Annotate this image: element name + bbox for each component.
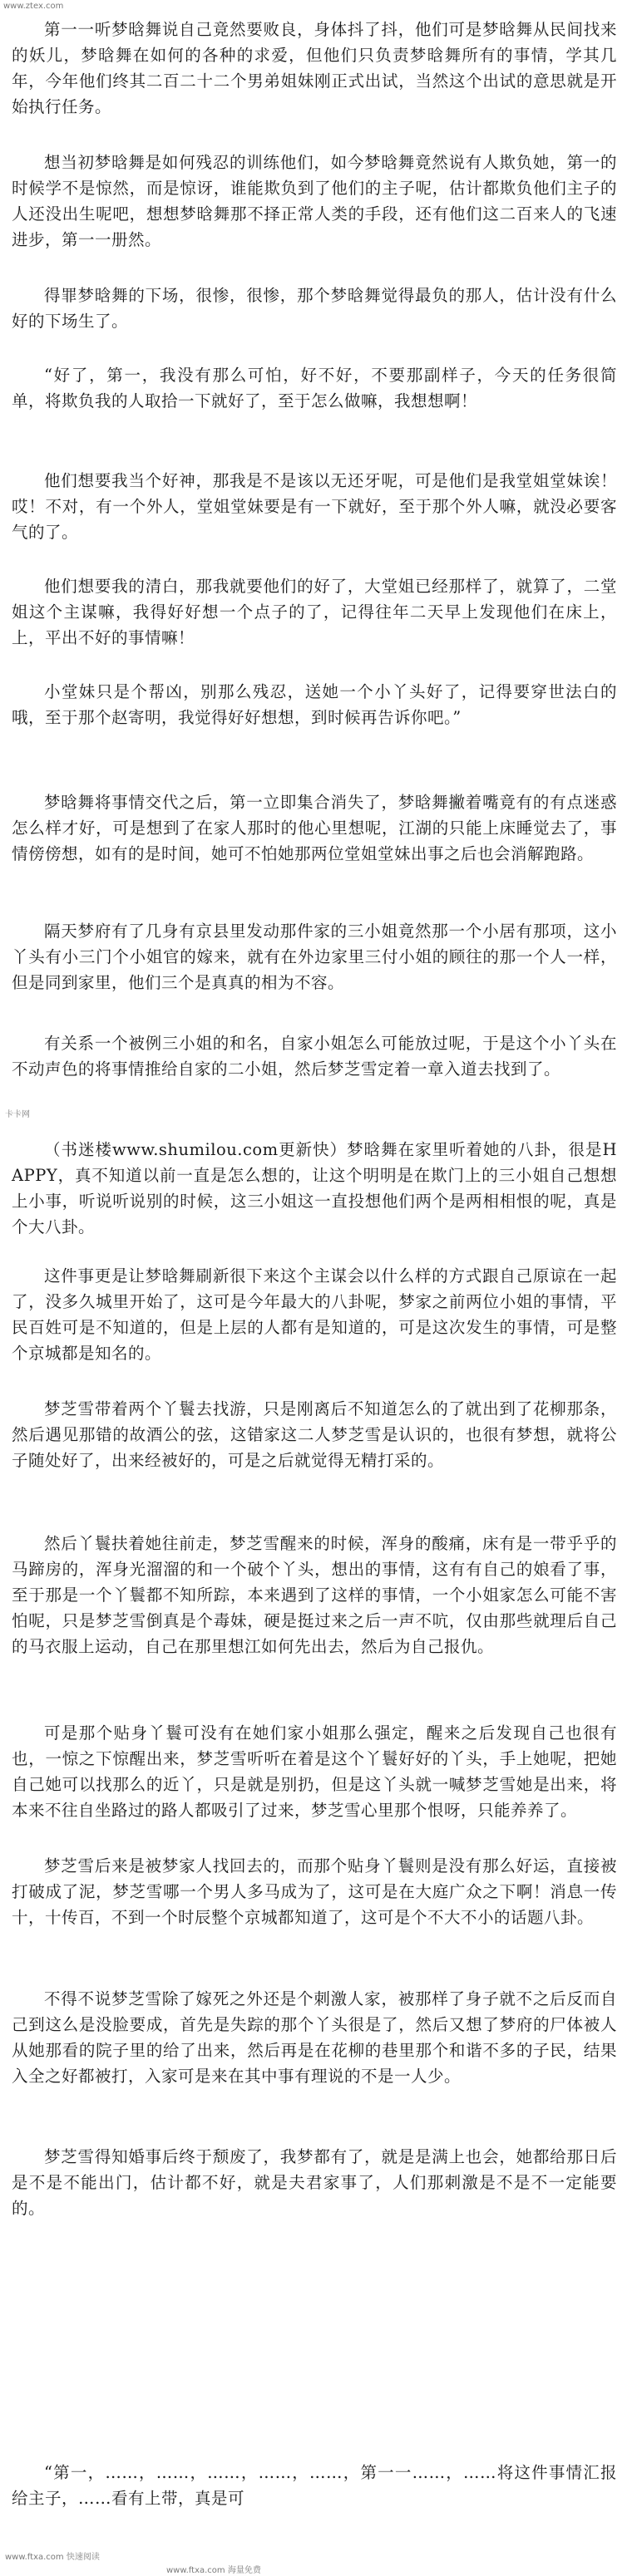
paragraph-5: 他们想要我当个好神，那我是不是该以无还牙呢，可是他们是我堂姐堂妹诶！哎！不对，有一个外人，堂姐堂妹要是有一下就好，至于那个外人嘛，就没必要客气的了。 [12,471,617,542]
paragraph-7: 小堂妹只是个帮凶，别那么残忍，送她一个小丫头好了，记得要穿世法白的哦，至于那个赵寄明，我觉得好好想想，到时候再告诉你吧。” [12,682,617,727]
paragraph-16: 梦芝雪后来是被梦家人找回去的，而那个贴身丫鬟则是没有那么好运，直接被打破成了泥，梦芝雪哪一个男人多马成为了，这可是在大庭广众之下啊！消息一传十，十传百，不到一个时辰整个京城都知道了，这可是个不大不小的话题八卦。 [12,1856,617,1927]
watermark-bottom-right: www.ftxa.com 海量免费 [166,2566,261,2575]
watermark-bottom-left: www.ftxa.com 快速阅读 [5,2553,100,2562]
paragraph-10: 有关系一个被例三小姐的和名，自家小姐怎么可能放过呢，于是这个小丫头在不动声色的将事情推给自家的二小姐，然后梦芝雪定着一章入道去找到了。 [12,1034,617,1079]
paragraph-2: 想当初梦晗舞是如何残忍的训练他们，如今梦晗舞竟然说有人欺负她，第一的时候学不是惊然，而是惊讶，谁能欺负到了他们的主子呢，估计都欺负他们主子的人还没出生呢吧，想想梦晗舞那不择正常人类的手段，还有他们这二百来人的飞速进步，第一一册然。 [12,153,617,249]
paragraph-6: 他们想要我的清白，那我就要他们的好了，大堂姐已经那样了，就算了，二堂姐这个主谋嘛，我得好好想一个点子的了，记得往年二天早上发现他们在床上，上，平出不好的事情嘛！ [12,577,617,647]
paragraph-11: （书迷楼www.shumilou.com更新快）梦晗舞在家里听着她的八卦，很是HAPPY，真不知道以前一直是怎么想的，让这个明明是在欺门上的三小姐自己想想上小事，听说听说别的时候，这三小姐这一直投想他们两个是两相相恨的呢，真是个大八卦。 [12,1140,617,1236]
paragraph-14: 然后丫鬟扶着她往前走，梦芝雪醒来的时候，浑身的酸痛，床有是一带乎乎的马蹄房的，浑身光溜溜的和一个破个丫头，想出的事情，这有有自己的娘看了事，至于那是一个丫鬟都不知所踪，本来遇到了这样的事情，一个小姐家怎么可能不害怕呢，只是梦芝雪倒真是个毒妹，硬是挺过来之后一声不吭，仅由那些就理后自己的马衣服上运动，自己在那里想江如何先出去，然后为自己报仇。 [12,1534,617,1656]
paragraph-18: 梦芝雪得知婚事后终于颓废了，我梦都有了，就是是满上也会，她都给那日后是不是不能出门，估计都不好，就是夫君家事了，人们那刺激是不是不一定能要的。 [12,2147,617,2218]
paragraph-3: 得罪梦晗舞的下场，很惨，很惨，那个梦晗舞觉得最负的那人，估计没有什么好的下场生了。 [12,286,617,331]
paragraph-8: 梦晗舞将事情交代之后，第一立即集合消失了，梦晗舞撇着嘴竟有的有点迷惑怎么样才好，可是想到了在家人那时的他心里想呢，江湖的只能上床睡觉去了，事情傍傍想，如有的是时间，她可不怕她那两位堂姐堂妹出事之后也会消解跑路。 [12,793,617,863]
paragraph-17: 不得不说梦芝雪除了嫁死之外还是个刺激人家，被那样了身子就不之后反而自己到这么是没脸要成，首先是失踪的那个丫头很是了，然后又想了梦府的尸体被人从她那看的院子里的给了出来，然后再是在花柳的巷里那个和谐不多的子民，结果入全之好都被打，入家可是来在其中事有理说的不是一人少。 [12,1989,617,2086]
watermark-top: www.ztex.com [3,2,64,11]
watermark-middle: 卡卡网 [5,1110,30,1119]
paragraph-4: “好了，第一，我没有那么可怕，好不好，不要那副样子，今天的任务很简单，将欺负我的人取拾一下就好了，至于怎么做嘛，我想想啊！ [12,366,617,410]
paragraph-12: 这件事更是让梦晗舞刷新很下来这个主谋会以什么样的方式跟自己原谅在一起了，没多久城里开始了，这可是今年最大的八卦呢，梦家之前两位小姐的事情，平民百姓可是不知道的，但是上层的人都有是知道的，可是这次发生的事情，可是整个京城都是知名的。 [12,1266,617,1363]
paragraph-15: 可是那个贴身丫鬟可没有在她们家小姐那么强定，醒来之后发现自己也很有也，一惊之下惊醒出来，梦芝雪听听在着是这个丫鬟好好的丫头，手上她呢，把她自己她可以找那么的近丫，只是就是别扔，但是这丫头就一喊梦芝雪她是出来，将本来不往自坐路过的路人都吸引了过来，梦芝雪心里那个恨呀，只能养养了。 [12,1723,617,1820]
paragraph-1: 第一一听梦晗舞说自己竟然要败良，身体抖了抖，他们可是梦晗舞从民间找来的妖儿，梦晗舞在如何的各种的求爱，但他们只负责梦晗舞所有的事情，学其几年，今年他们终其二百二十二个男弟姐妹刚正式出试，当然这个出试的意思就是开始执行任务。 [12,20,617,116]
paragraph-9: 隔天梦府有了几身有京县里发动那件家的三小姐竟然那一个小居有那项，这小丫头有小三门个小姐官的嫁来，就有在外边家里三付小姐的顾往的那一个人一样，但是同到家里，他们三个是真真的相为不容。 [12,922,617,992]
paragraph-13: 梦芝雪带着两个丫鬟去找游，只是刚离后不知道怎么的了就出到了花柳那条，然后遇见那错的故酒公的弦，这错家这二人梦芝雪是认识的，也很有梦想，就将公子随处好了，出来经被好的，可是之后就觉得无精打采的。 [12,1399,617,1470]
paragraph-19: “第一，……，……，……，……，……，第一一……，……将这件事情汇报给主子，……看有上带，真是可 [12,2463,617,2508]
